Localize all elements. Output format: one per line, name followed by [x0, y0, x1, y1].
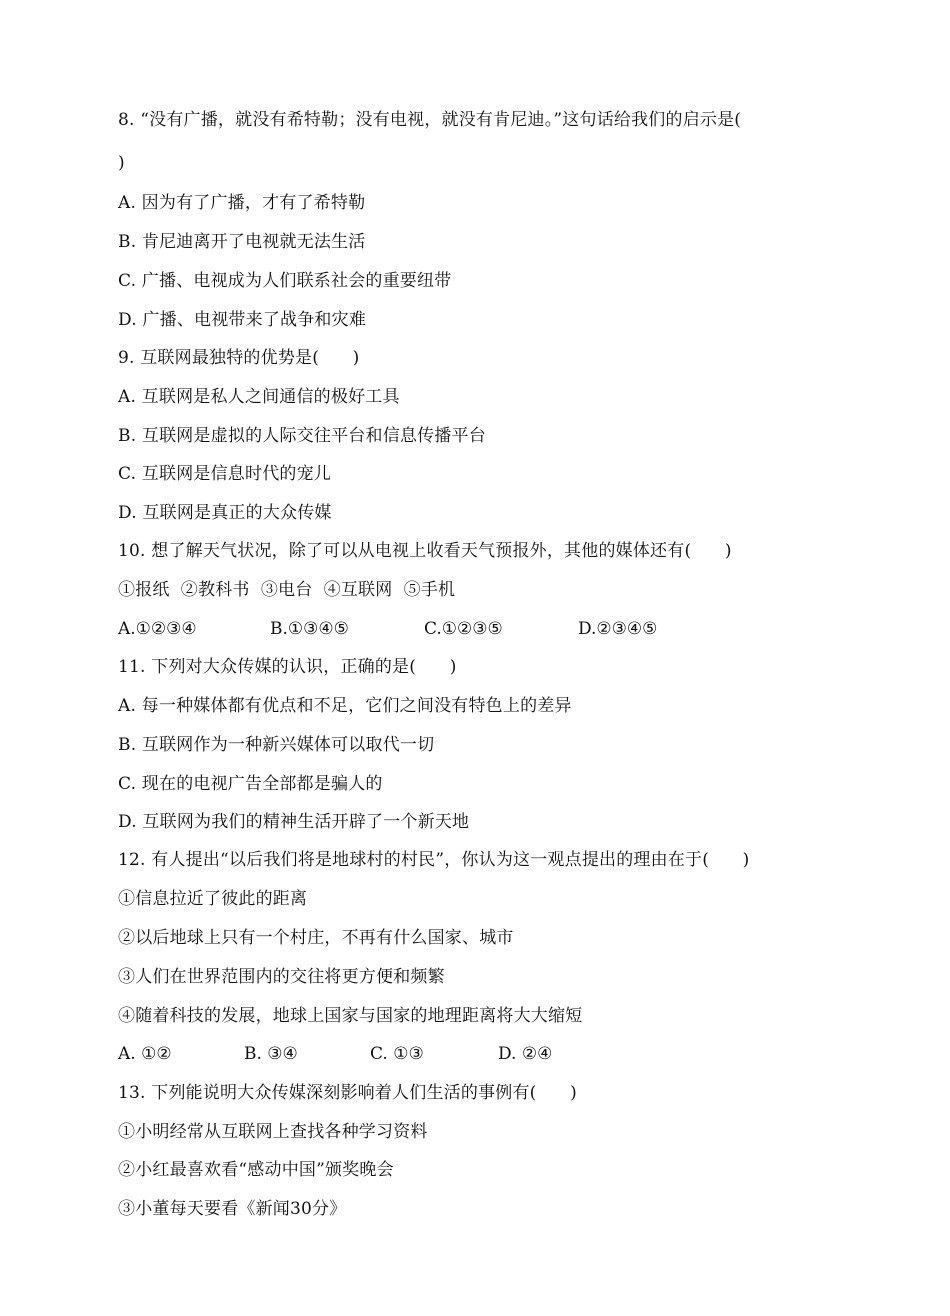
question-9-stem: 9. 互联网最独特的优势是( ) — [118, 348, 360, 368]
question-13-item-3: ③小董每天要看《新闻30分》 — [118, 1199, 347, 1219]
question-9-option-b: B. 互联网是虚拟的人际交往平台和信息传播平台 — [118, 426, 486, 446]
question-10-choices — [118, 614, 858, 644]
question-11-option-c: C. 现在的电视广告全部都是骗人的 — [118, 774, 383, 794]
question-12-choice-d: D. ②④ — [498, 1044, 553, 1064]
question-12-item-3: ③人们在世界范围内的交往将更方便和频繁 — [118, 967, 445, 987]
question-8-stem-continuation: ) — [118, 153, 125, 173]
question-10-stem: 10. 想了解天气状况，除了可以从电视上收看天气预报外，其他的媒体还有( ) — [118, 541, 732, 561]
question-8-option-a: A. 因为有了广播，才有了希特勒 — [118, 193, 366, 213]
question-12-item-1: ①信息拉近了彼此的距离 — [118, 889, 308, 909]
question-12-stem: 12. 有人提出“以后我们将是地球村的村民”，你认为这一观点提出的理由在于( ) — [118, 850, 750, 870]
question-11-option-a: A. 每一种媒体都有优点和不足，它们之间没有特色上的差异 — [118, 696, 572, 716]
question-13-item-1: ①小明经常从互联网上查找各种学习资料 — [118, 1122, 428, 1142]
question-11-option-b: B. 互联网作为一种新兴媒体可以取代一切 — [118, 735, 435, 755]
question-13-stem: 13. 下列能说明大众传媒深刻影响着人们生活的事例有( ) — [118, 1083, 577, 1103]
question-12-choice-b: B. ③④ — [244, 1044, 298, 1064]
question-9-option-c: C. 互联网是信息时代的宠儿 — [118, 464, 332, 484]
question-10-choice-a: A.①②③④ — [118, 619, 197, 639]
question-10-choice-b: B.①③④⑤ — [270, 619, 349, 639]
question-8-option-b: B. 肯尼迪离开了电视就无法生活 — [118, 232, 366, 252]
question-9-option-d: D. 互联网是真正的大众传媒 — [118, 503, 332, 523]
question-8-option-d: D. 广播、电视带来了战争和灾难 — [118, 310, 367, 330]
question-11-stem: 11. 下列对大众传媒的认识，正确的是( ) — [118, 657, 457, 677]
question-12-item-2: ②以后地球上只有一个村庄，不再有什么国家、城市 — [118, 928, 514, 948]
question-9-option-a: A. 互联网是私人之间通信的极好工具 — [118, 387, 400, 407]
question-13-item-2: ②小红最喜欢看“感动中国”颁奖晚会 — [118, 1160, 394, 1180]
question-10-choice-c: C.①②③⑤ — [424, 619, 503, 639]
question-10-choice-d: D.②③④⑤ — [578, 619, 658, 639]
question-12-choice-a: A. ①② — [118, 1044, 172, 1064]
question-8-stem: 8. “没有广播，就没有希特勒；没有电视，就没有肯尼迪。”这句话给我们的启示是( — [118, 110, 742, 130]
question-12-item-4: ④随着科技的发展，地球上国家与国家的地理距离将大大缩短 — [118, 1006, 583, 1026]
question-8-option-c: C. 广播、电视成为人们联系社会的重要纽带 — [118, 271, 452, 291]
question-12-choices — [118, 1039, 858, 1069]
question-12-choice-c: C. ①③ — [370, 1044, 424, 1064]
question-10-items: ①报纸 ②教科书 ③电台 ④互联网 ⑤手机 — [118, 580, 456, 600]
question-11-option-d: D. 互联网为我们的精神生活开辟了一个新天地 — [118, 812, 470, 832]
